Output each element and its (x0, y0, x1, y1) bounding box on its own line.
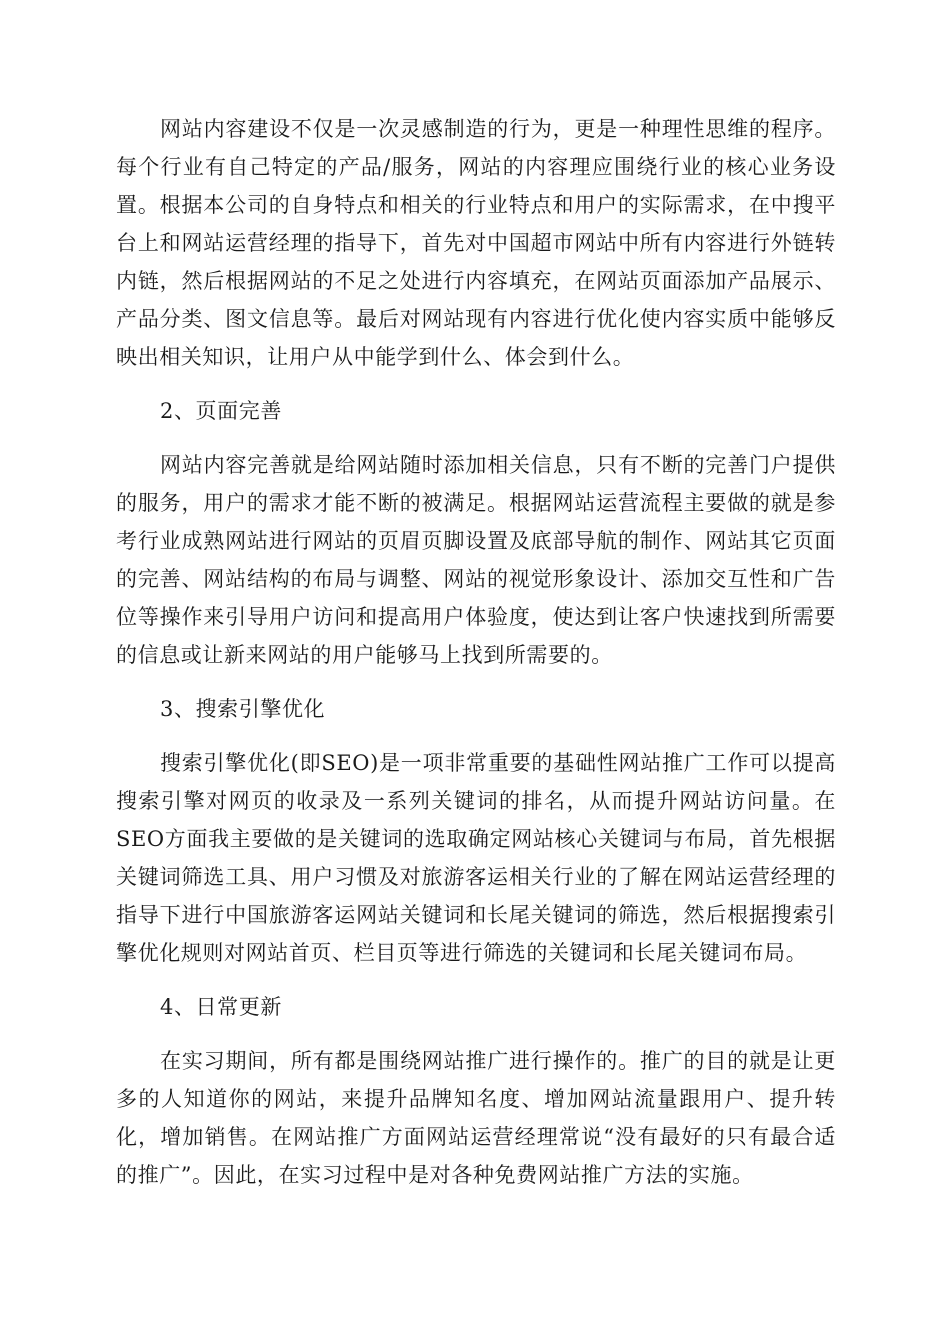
paragraph-content-construction: 网站内容建设不仅是一次灵感制造的行为，更是一种理性思维的程序。每个行业有自己特定的产品/服务，网站的内容理应围绕行业的核心业务设置。根据本公司的自身特点和相关的行业特点和用户的实际需求，在中搜平台上和网站运营经理的指导下，首先对中国超市网站中所有内容进行外链转内链，然后根据网站的不足之处进行内容填充，在网站页面添加产品展示、产品分类、图文信息等。最后对网站现有内容进行优化使内容实质中能够反映出相关知识，让用户从中能学到什么、体会到什么。 (116, 117, 836, 369)
paragraph-page-improvement: 网站内容完善就是给网站随时添加相关信息，只有不断的完善门户提供的服务，用户的需求才能不断的被满足。根据网站运营流程主要做的就是参考行业成熟网站进行网站的页眉页脚设置及底部导航的制作、网站其它页面的完善、网站结构的布局与调整、网站的视觉形象设计、添加交互性和广告位等操作来引导用户访问和提高用户体验度，使达到让客户快速找到所需要的信息或让新来网站的用户能够马上找到所需要的。 (116, 453, 836, 667)
document-body (116, 110, 836, 1210)
section-heading-page-improvement: 2、页面完善 (160, 399, 282, 423)
paragraph-daily-update: 在实习期间，所有都是围绕网站推广进行操作的。推广的目的就是让更多的人知道你的网站，来提升品牌知名度、增加网站流量跟用户、提升转化，增加销售。在网站推广方面网站运营经理常说“没有最好的只有最合适的推广”。因此，在实习过程中是对各种免费网站推广方法的实施。 (116, 1049, 836, 1187)
paragraph-seo: 搜索引擎优化(即SEO)是一项非常重要的基础性网站推广工作可以提高搜索引擎对网页的收录及一系列关键词的排名，从而提升网站访问量。在SEO方面我主要做的是关键词的选取确定网站核心关键词与布局，首先根据关键词筛选工具、用户习惯及对旅游客运相关行业的了解在网站运营经理的指导下进行中国旅游客运网站关键词和长尾关键词的筛选，然后根据搜索引擎优化规则对网站首页、栏目页等进行筛选的关键词和长尾关键词布局。 (116, 751, 836, 965)
section-heading-seo: 3、搜索引擎优化 (160, 697, 326, 721)
section-heading-daily-update: 4、日常更新 (160, 995, 282, 1019)
